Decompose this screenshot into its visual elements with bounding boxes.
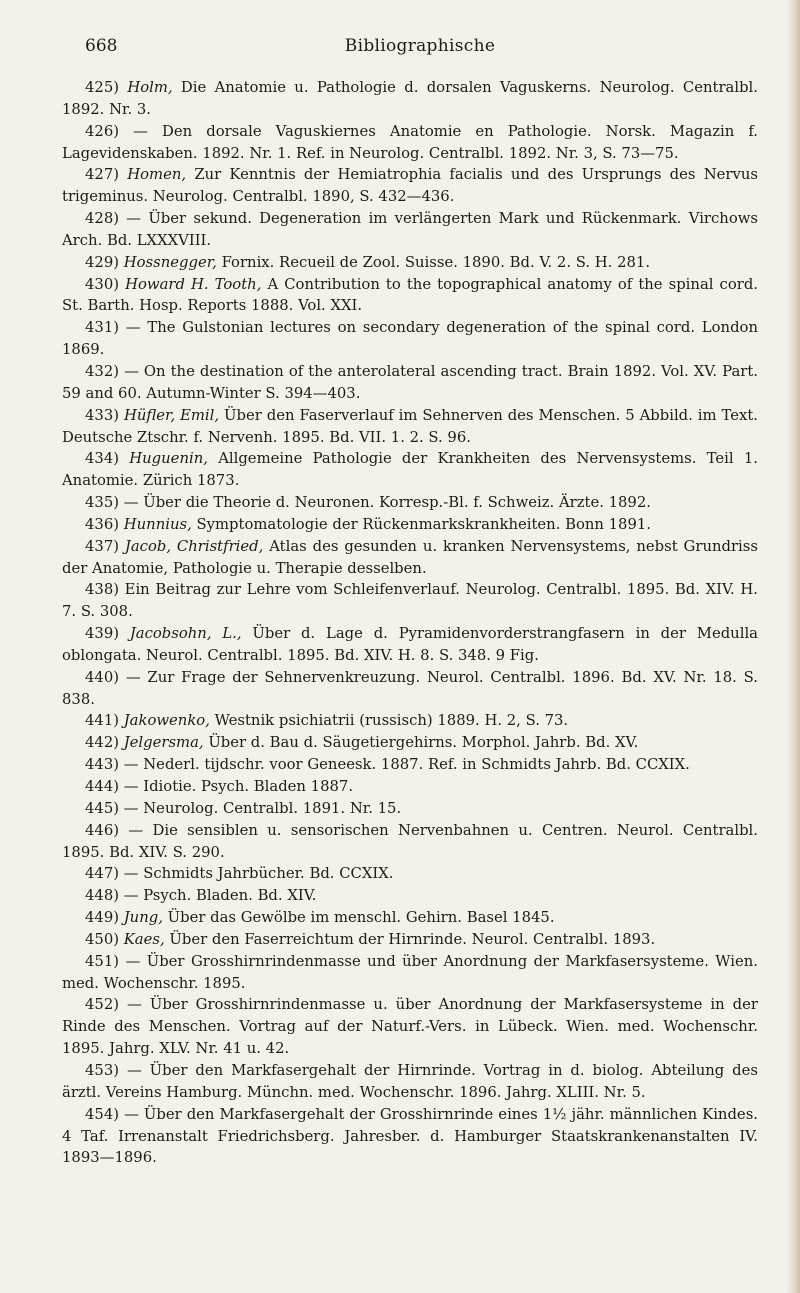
entry-number: 440) — [85, 668, 120, 686]
entry-number: 437) — [85, 537, 120, 555]
entry-text: A Contribution to the topographical anatomy of the spinal cord. St. Barth. Hosp. Reports 1888. Vol. XXI. — [62, 275, 759, 315]
entry-number: 428) — [85, 210, 120, 228]
bibliography-entry — [62, 361, 758, 405]
entry-author: Jung, — [123, 909, 163, 927]
bibliography-entry — [62, 994, 758, 1060]
entry-text: Über d. Bau d. Säugetiergehirns. Morphol. Jahrb. Bd. XV. — [208, 734, 639, 752]
entry-text: Ein Beitrag zur Lehre vom Schleifenverlauf. Neurolog. Centralbl. 1895. Bd. XIV. H. 7. S. 308. — [62, 581, 758, 621]
entry-text: — Über den Markfasergehalt der Hirnrinde. Vortrag in d. biolog. Abteilung des ärztl. Vereins Hamburg. Münchn. med. Wochenschr. 1896. Jahrg. XLIII. Nr. 5. — [62, 1061, 758, 1101]
entry-number: 450) — [85, 930, 120, 948]
entry-text: — Nederl. tijdschr. voor Geneesk. 1887. Ref. in Schmidts Jahrb. Bd. CCXIX. — [123, 756, 690, 774]
entry-author: Hüfler, Emil, — [123, 406, 220, 424]
entry-text: Fornix. Recueil de Zool. Suisse. 1890. Bd. V. 2. S. H. 281. — [221, 253, 651, 271]
entry-text: — Psych. Bladen. Bd. XIV. — [123, 887, 317, 905]
entry-text: Über das Gewölbe im menschl. Gehirn. Basel 1845. — [167, 909, 555, 927]
entry-author: Jelgersma, — [123, 734, 204, 752]
entry-text: Allgemeine Pathologie der Krankheiten des Nervensystems. Teil 1. Anatomie. Zürich 1873. — [62, 450, 758, 490]
page-number: 668 — [85, 36, 118, 56]
bibliography-entry — [62, 405, 758, 449]
entry-text: — Idiotie. Psych. Bladen 1887. — [123, 778, 354, 795]
entry-text: Über den Faserreichtum der Hirnrinde. Neurol. Centralbl. 1893. — [169, 930, 656, 948]
bibliography-entry — [62, 1104, 758, 1170]
entry-text: Zur Kenntnis der Hemiatrophia facialis und des Ursprungs des Nervus trigeminus. Neurolog. Centralbl. 1890, S. 432—436. — [62, 166, 758, 206]
entry-text: Über den Faserverlauf im Sehnerven des Menschen. 5 Abbild. im Text. Deutsche Ztschr. f. Nervenh. 1895. Bd. VII. 1. 2. S. 96. — [62, 406, 758, 446]
entry-text: — Über sekund. Degeneration im verlängerten Mark und Rückenmark. Virchows Arch. Bd. LXXXVIII. — [62, 210, 758, 249]
entry-number: 451) — [85, 952, 120, 970]
entry-number: 433) — [85, 406, 120, 424]
bibliography-entry — [62, 623, 758, 667]
entry-author: Huguenin, — [129, 450, 208, 468]
bibliography-entry — [62, 579, 758, 623]
entry-number: 443) — [85, 756, 120, 774]
entry-number: 452) — [85, 996, 120, 1014]
bibliography-entry — [62, 274, 758, 318]
entry-number: 444) — [85, 778, 120, 795]
entry-number: 448) — [85, 887, 120, 905]
bibliography-entry — [62, 208, 758, 252]
entry-author: Hunnius, — [123, 515, 192, 533]
bibliography-entry — [62, 121, 758, 165]
entry-text: — Über Grosshirnrindenmasse u. über Anordnung der Markfasersysteme in der Rinde des Menschen. Vortrag auf der Naturf.-Vers. in Lübeck. Wien. med. Wochenschr. 1895. Jahrg. XLV. Nr. 41 u. 42. — [62, 996, 758, 1058]
entry-text: — Über Grosshirnrindenmasse und über Anordnung der Markfasersysteme. Wien. med. Wochenschr. 1895. — [62, 952, 758, 992]
entry-author: Jakowenko, — [123, 712, 210, 730]
running-title: Bibliographische — [344, 36, 496, 56]
entry-text: — Zur Frage der Sehnervenkreuzung. Neurol. Centralbl. 1896. Bd. XV. Nr. 18. S. 838. — [62, 668, 758, 708]
page-header — [85, 36, 755, 60]
entry-text: — Über die Theorie d. Neuronen. Korresp.-Bl. f. Schweiz. Ärzte. 1892. — [123, 494, 651, 512]
bibliography-entry — [62, 798, 758, 820]
entry-number: 445) — [85, 799, 120, 817]
entry-number: 438) — [85, 581, 120, 599]
entry-number: 425) — [85, 79, 120, 96]
entry-number: 427) — [85, 166, 120, 184]
page-edge-shadow — [786, 0, 800, 1293]
entry-number: 449) — [85, 909, 120, 927]
bibliography-entry — [62, 164, 758, 208]
entry-number: 432) — [85, 362, 120, 380]
entry-number: 441) — [85, 712, 120, 730]
entry-number: 436) — [85, 515, 120, 533]
entry-author: Hossnegger, — [123, 253, 217, 271]
bibliography-entry — [62, 907, 758, 929]
entry-author: Howard H. Tooth, — [125, 275, 262, 293]
entry-text: Symptomatologie der Rückenmarkskrankheiten. Bonn 1891. — [196, 515, 652, 533]
entry-number: 434) — [85, 450, 120, 468]
entry-number: 430) — [85, 275, 120, 293]
bibliography-entry — [62, 536, 758, 580]
entry-text: — The Gulstonian lectures on secondary degeneration of the spinal cord. London 1869. — [62, 319, 758, 359]
bibliography-entry — [62, 667, 758, 711]
entry-text: — Schmidts Jahrbücher. Bd. CCXIX. — [123, 865, 394, 883]
entry-number: 446) — [85, 821, 120, 839]
bibliography-entry — [62, 863, 758, 885]
bibliography-entry — [62, 1060, 758, 1104]
bibliography-entry — [62, 929, 758, 951]
bibliography-entry — [62, 317, 758, 361]
bibliography-entry — [62, 885, 758, 907]
bibliography-entry — [62, 951, 758, 995]
bibliography-entry — [62, 514, 758, 536]
entry-author: Kaes, — [123, 930, 165, 948]
entry-number: 431) — [85, 319, 120, 337]
bibliography-entry — [62, 252, 758, 274]
entry-number: 454) — [85, 1105, 120, 1123]
entry-author: Homen, — [127, 166, 187, 184]
entry-author: Jacob, Christfried, — [124, 537, 264, 555]
entry-number: 442) — [85, 734, 120, 752]
bibliography-entry — [62, 710, 758, 732]
entry-text: Atlas des gesunden u. kranken Nervensystems, nebst Grundriss der Anatomie, Pathologie u. Therapie desselben. — [62, 537, 758, 577]
entry-text: — On the destination of the anterolateral ascending tract. Brain 1892. Vol. XV. Part. 59 and 60. Autumn-Winter S. 394—403. — [62, 362, 758, 402]
entry-author: Holm, — [127, 79, 173, 96]
entry-number: 453) — [85, 1061, 120, 1079]
entry-number: 429) — [85, 253, 120, 271]
entry-text: — Neurolog. Centralbl. 1891. Nr. 15. — [123, 799, 402, 817]
entry-number: 426) — [85, 122, 120, 140]
entry-number: 447) — [85, 865, 120, 883]
bibliography-list — [62, 77, 758, 1169]
entry-text: — Über den Markfasergehalt der Grosshirnrinde eines 1½ jähr. männlichen Kindes. 4 Taf. Irrenanstalt Friedrichsberg. Jahresber. d. Hamburger Staatskrankenanstalten IV. 1893—1896. — [62, 1105, 758, 1167]
entry-text: Über d. Lage d. Pyramidenvorderstrangfasern in der Medulla oblongata. Neurol. Centralbl. 1895. Bd. XIV. H. 8. S. 348. 9 Fig. — [62, 625, 758, 664]
entry-text: Die Anatomie u. Pathologie d. dorsalen Vaguskerns. Neurolog. Centralbl. 1892. Nr. 3. — [62, 79, 758, 118]
entry-number: 435) — [85, 494, 120, 512]
bibliography-entry — [62, 77, 758, 121]
bibliography-entry — [62, 776, 758, 798]
bibliography-entry — [62, 492, 758, 514]
entry-author: Jacobsohn, L., — [129, 625, 242, 643]
entry-text: — Die sensiblen u. sensorischen Nervenbahnen u. Centren. Neurol. Centralbl. 1895. Bd. XIV. S. 290. — [62, 821, 758, 861]
entry-text: Westnik psichiatrii (russisch) 1889. H. 2, S. 73. — [214, 712, 569, 730]
bibliography-entry — [62, 820, 758, 864]
bibliography-entry — [62, 732, 758, 754]
bibliography-entry — [62, 448, 758, 492]
entry-number: 439) — [85, 625, 120, 643]
bibliography-entry — [62, 754, 758, 776]
entry-text: — Den dorsale Vaguskiernes Anatomie en Pathologie. Norsk. Magazin f. Lagevidenskaben. 1892. Nr. 1. Ref. in Neurolog. Centralbl. 1892. Nr. 3, S. 73—75. — [62, 122, 758, 162]
